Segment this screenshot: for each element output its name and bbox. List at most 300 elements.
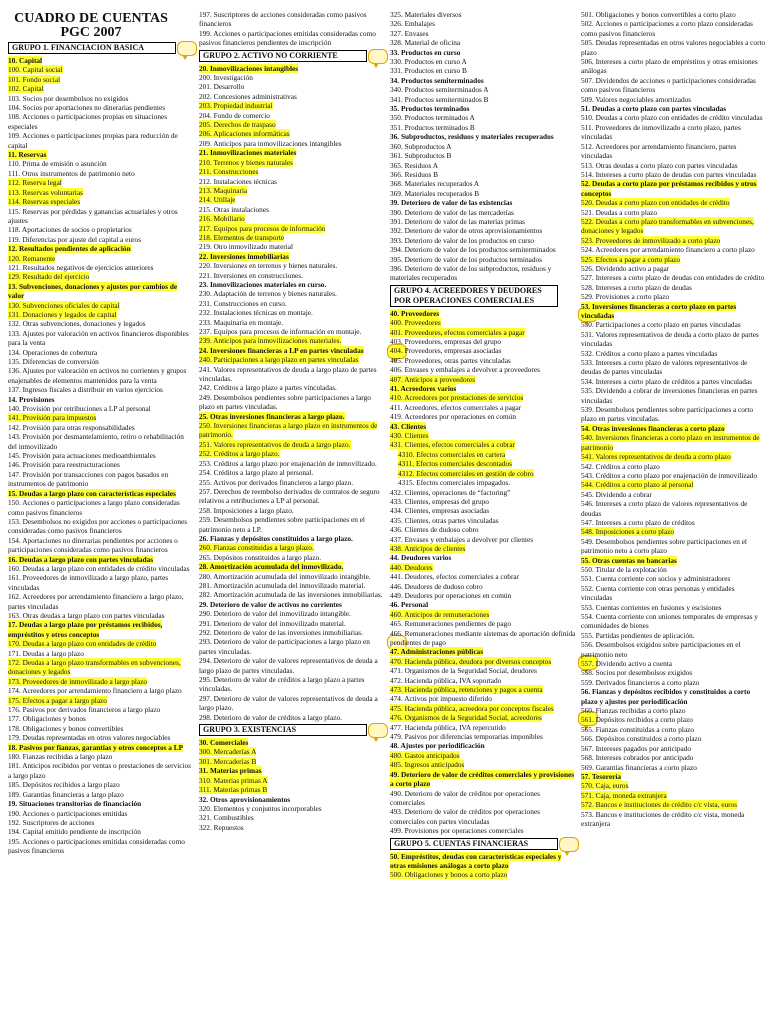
account-line <box>199 449 385 458</box>
account-text: 192. Suscriptores de acciones <box>8 817 95 827</box>
account-subgroup <box>8 620 194 639</box>
account-line <box>581 584 767 603</box>
account-text: 22. Inversiones inmobiliarias <box>199 251 289 261</box>
account-subgroup <box>390 384 576 393</box>
account-line <box>8 724 194 733</box>
account-line <box>390 161 576 170</box>
account-line <box>199 675 385 694</box>
account-text: 35. Productos terminados <box>390 104 470 114</box>
account-text: 293. Deterioro de valor de participaciones a largo plazo en partes vinculadas. <box>199 637 370 656</box>
account-text: 12. Resultados pendientes de aplicación <box>8 244 131 254</box>
account-text: 449. Deudores por operaciones en común <box>390 590 512 600</box>
account-line <box>390 440 576 449</box>
account-text: 109. Acciones o participaciones propias para reducción de capital <box>8 131 178 150</box>
account-line <box>199 590 385 599</box>
account-subgroup <box>390 198 576 207</box>
account-text: 142. Provisión para otras responsabilidades <box>8 422 135 432</box>
account-line <box>199 619 385 628</box>
account-line <box>581 405 767 424</box>
account-text: 231. Construcciones en curso. <box>199 298 287 308</box>
account-text: 548. Imposiciones a corto plazo <box>581 527 675 537</box>
account-text: 54. Otras inversiones financieras a corto plazo <box>581 423 725 433</box>
account-text: 135. Diferencias de conversión <box>8 357 99 366</box>
account-subgroup <box>390 48 576 57</box>
account-text: 506. Intereses a corto plazo de empréstitos y otras emisiones análogas <box>581 57 758 76</box>
account-text: 294. Deterioro de valor de valores representativos de deuda a largo plazo de partes vinculadas. <box>199 656 378 675</box>
account-line <box>390 469 576 478</box>
account-text: 499. Provisiones por operaciones comerciales <box>390 826 524 836</box>
account-line <box>581 574 767 583</box>
account-text: 572. Bancos e instituciones de crédito c/c vista, euros <box>581 800 738 810</box>
account-line <box>390 179 576 188</box>
account-line <box>581 612 767 631</box>
account-text: 131. Donaciones y legados de capital <box>8 309 117 319</box>
account-text: 297. Deterioro de valor de valores representativos de deuda a largo plazo. <box>199 693 378 713</box>
account-text: 120. Remanente <box>8 253 56 263</box>
account-line <box>390 488 576 497</box>
account-subgroup <box>390 647 576 656</box>
account-line <box>8 103 194 112</box>
account-text: 177. Obligaciones y bonos <box>8 714 86 724</box>
account-text: 103. Socios por desembolsos no exigidos <box>8 93 129 103</box>
account-subgroup <box>199 280 385 289</box>
account-text: GRUPO 5. CUENTAS FINANCIERAS <box>394 838 529 848</box>
title-line-1: CUADRO DE CUENTAS <box>14 11 168 26</box>
account-line <box>8 432 194 451</box>
account-line <box>199 73 385 82</box>
account-line <box>199 233 385 242</box>
account-text: 201. Desarrollo <box>199 82 245 92</box>
account-line <box>199 553 385 562</box>
account-text: 237. Equipos para procesos de información en montaje. <box>199 327 362 336</box>
account-line <box>581 113 767 122</box>
column-3-lines <box>390 10 576 880</box>
account-line <box>199 205 385 214</box>
column-4 <box>581 10 767 828</box>
account-text: 328. Material de oficina <box>390 38 461 48</box>
account-line <box>581 19 767 38</box>
account-line <box>8 357 194 366</box>
account-text: 52. Deudas a corto plazo por préstamos recibidos y otros conceptos <box>581 179 757 198</box>
account-text: 49. Deterioro de valor de créditos comerciales y provisiones a corto plazo <box>390 769 575 789</box>
account-line <box>581 358 767 377</box>
account-line <box>390 38 576 47</box>
account-line <box>199 440 385 449</box>
account-subgroup <box>390 741 576 750</box>
account-line <box>581 142 767 161</box>
account-line <box>199 609 385 618</box>
account-subgroup <box>8 395 194 404</box>
account-line <box>199 776 385 785</box>
account-line <box>199 747 385 756</box>
account-line <box>199 572 385 581</box>
account-text: 369. Materiales recuperados B <box>390 188 480 198</box>
account-line <box>581 10 767 19</box>
account-text: 446. Deudores de dudoso cobro <box>390 581 483 591</box>
account-line <box>581 349 767 358</box>
account-subgroup <box>581 556 767 565</box>
account-text: 249. Desembolsos pendientes sobre participaciones a largo plazo en partes vinculadas. <box>199 392 371 412</box>
account-text: 145. Provisión para actuaciones medioambientales <box>8 451 156 461</box>
account-text: 573. Bancos e instituciones de crédito c/c vista, moneda extranjera <box>581 809 745 828</box>
account-line <box>581 744 767 753</box>
account-line <box>8 159 194 168</box>
account-text: 163. Otras deudas a largo plazo con partes vinculadas <box>8 610 165 620</box>
account-text: 500. Obligaciones y bonos a corto plazo <box>390 870 508 880</box>
account-text: 556. Desembolsos exigidos sobre participaciones en el patrimonio neto <box>581 640 741 659</box>
account-text: 11. Reservas <box>8 150 47 160</box>
account-text: GRUPO 1. FINANCIACION BASICA <box>12 43 145 52</box>
account-text: 114. Reservas especiales <box>8 197 81 207</box>
account-line <box>199 129 385 138</box>
account-line <box>390 264 576 283</box>
account-text: 554. Cuenta corriente con uniones temporales de empresas y comunidades de bienes <box>581 612 758 631</box>
account-text: 530. Participaciones a corto plazo en partes vinculadas <box>581 320 741 330</box>
account-subgroup <box>8 150 194 159</box>
account-text: 555. Partidas pendientes de aplicación. <box>581 630 695 640</box>
account-text: 393. Deterioro de valor de los productos en curso <box>390 235 535 245</box>
account-line <box>8 827 194 836</box>
account-line <box>199 656 385 675</box>
account-line <box>199 167 385 176</box>
account-line <box>581 527 767 536</box>
account-text: 153. Desembolsos no exigidos por acciones o participaciones consideradas como pasivos financieros <box>8 516 188 536</box>
account-text: 30. Comerciales <box>199 738 249 748</box>
account-text: 258. Imposiciones a largo plazo. <box>199 505 294 515</box>
account-subgroup <box>581 687 767 706</box>
account-text: 154. Aportaciones no dinerarias pendientes por acciones o participaciones consideradas como pasivos financieros <box>8 535 178 555</box>
comment-note-icon[interactable] <box>559 837 579 852</box>
account-line <box>390 123 576 132</box>
account-text: 405. Proveedores, otras partes vinculadas <box>390 355 511 365</box>
account-text: 32. Otros aprovisionamientos <box>199 794 291 804</box>
account-line <box>581 499 767 518</box>
account-line <box>8 780 194 789</box>
account-line <box>581 678 767 687</box>
account-subgroup <box>199 346 385 355</box>
group-header <box>390 838 558 850</box>
comment-note-icon[interactable] <box>177 41 197 56</box>
account-text: 13. Subvenciones, donaciones y ajustes por cambios de valor <box>8 281 178 301</box>
account-line <box>581 791 767 800</box>
account-text: 436. Clientes de dudoso cobro <box>390 525 479 535</box>
account-line <box>581 330 767 349</box>
account-line <box>390 732 576 741</box>
account-text: 365. Residuos A <box>390 160 439 170</box>
account-text: 366. Residuos B <box>390 169 439 179</box>
account-text: 48. Ajustes por periodificación <box>390 741 485 751</box>
account-line <box>581 640 767 659</box>
account-text: 170. Deudas a largo plazo con entidades de crédito <box>8 639 157 649</box>
account-line <box>199 383 385 392</box>
account-text: 214. Utillaje <box>199 195 236 205</box>
account-text: 15. Deudas a largo plazo con características especiales <box>8 488 176 498</box>
account-line <box>390 478 576 487</box>
account-line <box>199 308 385 317</box>
account-text: 150. Acciones o participaciones a largo plazo consideradas como pasivos financieros <box>8 498 180 517</box>
account-subgroup <box>199 534 385 543</box>
account-text: 401. Proveedores, efectos comerciales a pagar <box>390 327 525 337</box>
account-text: 174. Acreedores por arrendamiento financiero a largo plazo <box>8 686 182 696</box>
account-subgroup <box>8 282 194 301</box>
account-line <box>8 366 194 385</box>
account-text: 205. Derechos de traspaso <box>199 120 276 130</box>
account-line <box>8 564 194 573</box>
account-text: 217. Equipos para procesos de información <box>199 223 326 233</box>
account-text: 534. Intereses a corto plazo de créditos a partes vinculadas <box>581 376 753 386</box>
account-line <box>390 208 576 217</box>
column-1-lines <box>8 42 194 856</box>
account-text: 396. Deterioro de valor de los subproductos, residuos y materiales recuperados <box>390 263 552 283</box>
account-text: 525. Efectos a pagar a corto plazo <box>581 254 681 264</box>
account-subgroup <box>390 76 576 85</box>
account-text: 351. Productos terminados B <box>390 122 475 132</box>
account-text: 212. Instalaciones técnicas <box>199 176 278 186</box>
account-line <box>581 763 767 772</box>
account-text: 140. Provisión por retribuciones a LP al personal <box>8 404 151 414</box>
account-line <box>390 591 576 600</box>
account-text: 475. Hacienda pública, acreedora por conceptos fiscales <box>390 703 554 713</box>
account-line <box>390 10 576 19</box>
account-line <box>199 487 385 506</box>
account-line <box>390 337 576 346</box>
account-text: 535. Dividendo a cobrar de inversiones financieras en partes vinculadas <box>581 386 758 405</box>
account-text: 325. Materiales diversos <box>390 10 462 19</box>
account-text: 253. Créditos a largo plazo por enajenación de inmovilizado. <box>199 458 377 468</box>
account-text: 46. Personal <box>390 600 429 610</box>
account-line <box>8 272 194 281</box>
account-text: 160. Deudas a largo plazo con entidades de crédito vinculadas <box>8 563 190 573</box>
account-text: 391. Deterioro de valor de las materias primas <box>390 216 525 226</box>
account-text: 110. Prima de emisión o asunción <box>8 159 107 169</box>
account-line <box>199 478 385 487</box>
account-line <box>390 217 576 226</box>
account-text: 520. Deudas a corto plazo con entidades de crédito <box>581 198 730 208</box>
account-text: 476. Organismos de la Seguridad Social, acreedores <box>390 713 542 723</box>
account-text: 221. Inversiones en construcciones. <box>199 270 303 280</box>
account-line <box>581 292 767 301</box>
account-text: 490. Deterioro de valor de créditos por operaciones comerciales <box>390 788 540 807</box>
account-text: 56. Fianzas y depósitos recibidos y constituidos a corto plazo y ajustes por periodificación <box>581 687 751 706</box>
account-text: 326. Embalajes <box>390 19 435 29</box>
account-text: 341. Productos semiterminados B <box>390 94 489 104</box>
account-text: 411. Acreedores, efectos comerciales a pagar <box>390 402 522 412</box>
account-text: 102. Capital <box>8 84 44 94</box>
account-line <box>390 19 576 28</box>
account-text: 141. Provisión para impuestos <box>8 413 97 423</box>
account-line <box>390 506 576 515</box>
account-text: 132. Otras subvenciones, donaciones y legados <box>8 319 146 329</box>
account-text: 33. Productos en curso <box>390 47 461 57</box>
account-text: 219. Otro inmovilizado material <box>199 242 294 252</box>
account-text: 260. Fianzas constituidas a largo plazo. <box>199 543 314 553</box>
account-text: 185. Depósitos recibidos a largo plazo <box>8 780 120 790</box>
account-line <box>8 517 194 536</box>
account-text: 470. Hacienda pública, deudora por diversos conceptos <box>390 656 552 666</box>
account-subgroup <box>581 302 767 321</box>
account-text: 410. Acreedores por prestaciones de servicios <box>390 393 524 403</box>
account-text: 465. Remuneraciones pendientes de pago <box>390 619 511 629</box>
account-subgroup <box>199 412 385 421</box>
account-line <box>199 421 385 440</box>
account-text: 565. Fianzas constituidas a corto plazo <box>581 724 695 734</box>
account-line <box>390 610 576 619</box>
account-line <box>8 677 194 686</box>
account-line <box>581 753 767 762</box>
title-line-2: PGC 2007 <box>60 25 122 40</box>
account-text: 202. Concesiones administrativas <box>199 91 297 101</box>
account-line <box>8 94 194 103</box>
account-line <box>390 450 576 459</box>
account-line <box>390 95 576 104</box>
account-line <box>390 85 576 94</box>
account-line <box>199 804 385 813</box>
account-text: 189. Garantías financieras a largo plazo <box>8 789 124 799</box>
comment-note-icon[interactable] <box>368 49 388 64</box>
account-text: 479. Pasivos por diferencias temporarias imponibles <box>390 732 543 742</box>
account-line <box>8 235 194 244</box>
account-text: 403. Proveedores, empresas del grupo <box>390 337 502 346</box>
account-line <box>8 263 194 272</box>
account-text: 507. Dividendos de acciones o participaciones consideradas como pasivos financieros <box>581 75 756 95</box>
account-text: 171. Deudas a largo plazo <box>8 648 84 658</box>
account-text: 545. Dividendo a cobrar <box>581 489 652 499</box>
account-text: 29. Deterioro de valor de activos no corrientes <box>199 599 342 609</box>
account-line <box>8 460 194 469</box>
account-line <box>199 318 385 327</box>
account-text: 557. Dividendo activo a cuenta <box>581 659 672 669</box>
account-subgroup <box>390 852 576 871</box>
account-text: 528. Intereses a corto plazo de deudas <box>581 282 692 292</box>
account-text: 104. Socios por aportaciones no dinerarias pendientes <box>8 103 166 113</box>
account-line <box>390 412 576 421</box>
account-text: 162. Acreedores por arrendamiento financiero a largo plazo, partes vinculadas <box>8 592 184 611</box>
account-text: 522. Deudas a corto plazo transformables en subvenciones, donaciones y legados <box>581 216 754 236</box>
account-line <box>390 151 576 160</box>
account-text: 230. Adaptación de terrenos y bienes naturales. <box>199 289 337 299</box>
account-text: 295. Deterioro de valor de créditos a largo plazo a partes vinculadas. <box>199 675 365 694</box>
account-text: 121. Resultados negativos de ejercicios anteriores <box>8 262 154 272</box>
account-line <box>390 318 576 327</box>
account-line <box>581 76 767 95</box>
account-subgroup <box>390 132 576 141</box>
account-line <box>8 84 194 93</box>
account-line <box>8 197 194 206</box>
account-text: 526. Dividendo activo a pagar <box>581 263 670 273</box>
account-line <box>8 686 194 695</box>
account-line <box>390 356 576 365</box>
account-line <box>390 676 576 685</box>
account-line <box>581 518 767 527</box>
account-text: 180. Fianzas recibidas a largo plazo <box>8 752 113 762</box>
account-line <box>581 433 767 452</box>
account-line <box>8 404 194 413</box>
account-subgroup <box>581 179 767 198</box>
column-2-lines <box>199 10 385 832</box>
account-text: 505. Deudas representadas en otros valores negociables a corto plazo <box>581 38 766 57</box>
account-text: 434. Clientes, empresas asociadas <box>390 506 490 516</box>
account-text: 44. Deudores varios <box>390 553 452 563</box>
account-line <box>199 468 385 477</box>
account-line <box>390 113 576 122</box>
account-line <box>390 403 576 412</box>
account-line <box>8 301 194 310</box>
account-text: 190. Acciones o participaciones emitidas <box>8 808 128 818</box>
account-text: 480. Gastos anticipados <box>390 750 460 760</box>
account-line <box>199 186 385 195</box>
account-line <box>581 565 767 574</box>
account-line <box>199 515 385 534</box>
account-text: 176. Pasivos por derivados financieros a largo plazo <box>8 705 161 715</box>
account-line <box>199 289 385 298</box>
account-line <box>390 516 576 525</box>
account-subgroup <box>581 424 767 433</box>
account-text: GRUPO 4. ACREEDORES Y DEUDORES POR OPERACIONES COMERCIALES <box>394 285 542 305</box>
account-text: 34. Productos semiterminados <box>390 75 484 85</box>
account-text: 204. Fondo de comercio <box>199 110 270 120</box>
account-text: 143. Provisión por desmantelamiento, retiro o rehabilitación del inmovilizado <box>8 432 184 451</box>
account-text: 438. Anticipos de clientes <box>390 543 466 553</box>
account-text: 511. Proveedores de inmovilizado a corto plazo, partes vinculadas <box>581 122 742 142</box>
account-subgroup <box>8 56 194 65</box>
account-text: 179. Deudas representadas en otros valores negociables <box>8 733 171 743</box>
account-text: 292. Deterioro de valor de las inversiones inmobiliarias. <box>199 628 363 637</box>
comment-note-icon[interactable] <box>368 723 388 738</box>
account-text: 493. Deterioro de valor de créditos por operaciones comerciales con partes vinculadas <box>390 807 540 826</box>
account-line <box>581 537 767 556</box>
account-text: 209. Anticipos para inmovilizaciones intangibles <box>199 138 342 148</box>
account-line <box>8 573 194 592</box>
account-text: 255. Activos por derivados financieros a largo plazo. <box>199 477 354 487</box>
account-line <box>581 273 767 282</box>
account-text: 542. Créditos a corto plazo <box>581 461 660 471</box>
account-line <box>199 120 385 129</box>
account-text: GRUPO 2. ACTIVO NO CORRIENTE <box>203 50 338 60</box>
account-line <box>8 649 194 658</box>
account-text: 524. Acreedores por arrendamiento financiero a corto plazo <box>581 245 755 255</box>
account-line <box>390 142 576 151</box>
account-line <box>581 283 767 292</box>
account-line <box>199 785 385 794</box>
account-line <box>390 666 576 675</box>
account-text: 290. Deterioro de valor del inmovilizado intangible. <box>199 609 351 619</box>
account-text: 406. Envases y embalajes a devolver a proveedores <box>390 365 540 375</box>
account-text: 4310. Efectos comerciales en cartera <box>398 449 506 459</box>
group-header <box>390 285 558 307</box>
account-line <box>199 355 385 364</box>
account-text: 501. Obligaciones y bonos convertibles a corto plazo <box>581 10 736 19</box>
account-text: 540. Inversiones financieras a corto plazo en instrumentos de patrimonio <box>581 433 760 452</box>
account-line <box>8 809 194 818</box>
account-line <box>390 57 576 66</box>
account-line <box>8 348 194 357</box>
account-line <box>199 214 385 223</box>
account-text: 571. Caja, moneda extranjera <box>581 790 667 800</box>
account-text: 553. Cuentas corrientes en fusiones y escisiones <box>581 602 722 612</box>
account-text: 130. Subvenciones oficiales de capital <box>8 300 120 310</box>
account-line <box>390 497 576 506</box>
account-text: 570. Caja, euros <box>581 781 629 791</box>
account-line <box>199 393 385 412</box>
account-text: 510. Deudas a corto plazo con entidades de crédito vinculadas <box>581 113 763 123</box>
account-text: 161. Proveedores de inmovilizado a largo plazo, partes vinculadas <box>8 573 169 592</box>
account-line <box>581 170 767 179</box>
account-text: 466. Remuneraciones mediante sistemas de aportación definida pendientes de pago <box>390 628 576 647</box>
account-text: 400. Proveedores <box>390 318 441 328</box>
account-text: 390. Deterioro de valor de las mercaderías <box>390 207 514 217</box>
account-line <box>8 225 194 234</box>
account-text: 430. Clientes <box>390 431 429 441</box>
